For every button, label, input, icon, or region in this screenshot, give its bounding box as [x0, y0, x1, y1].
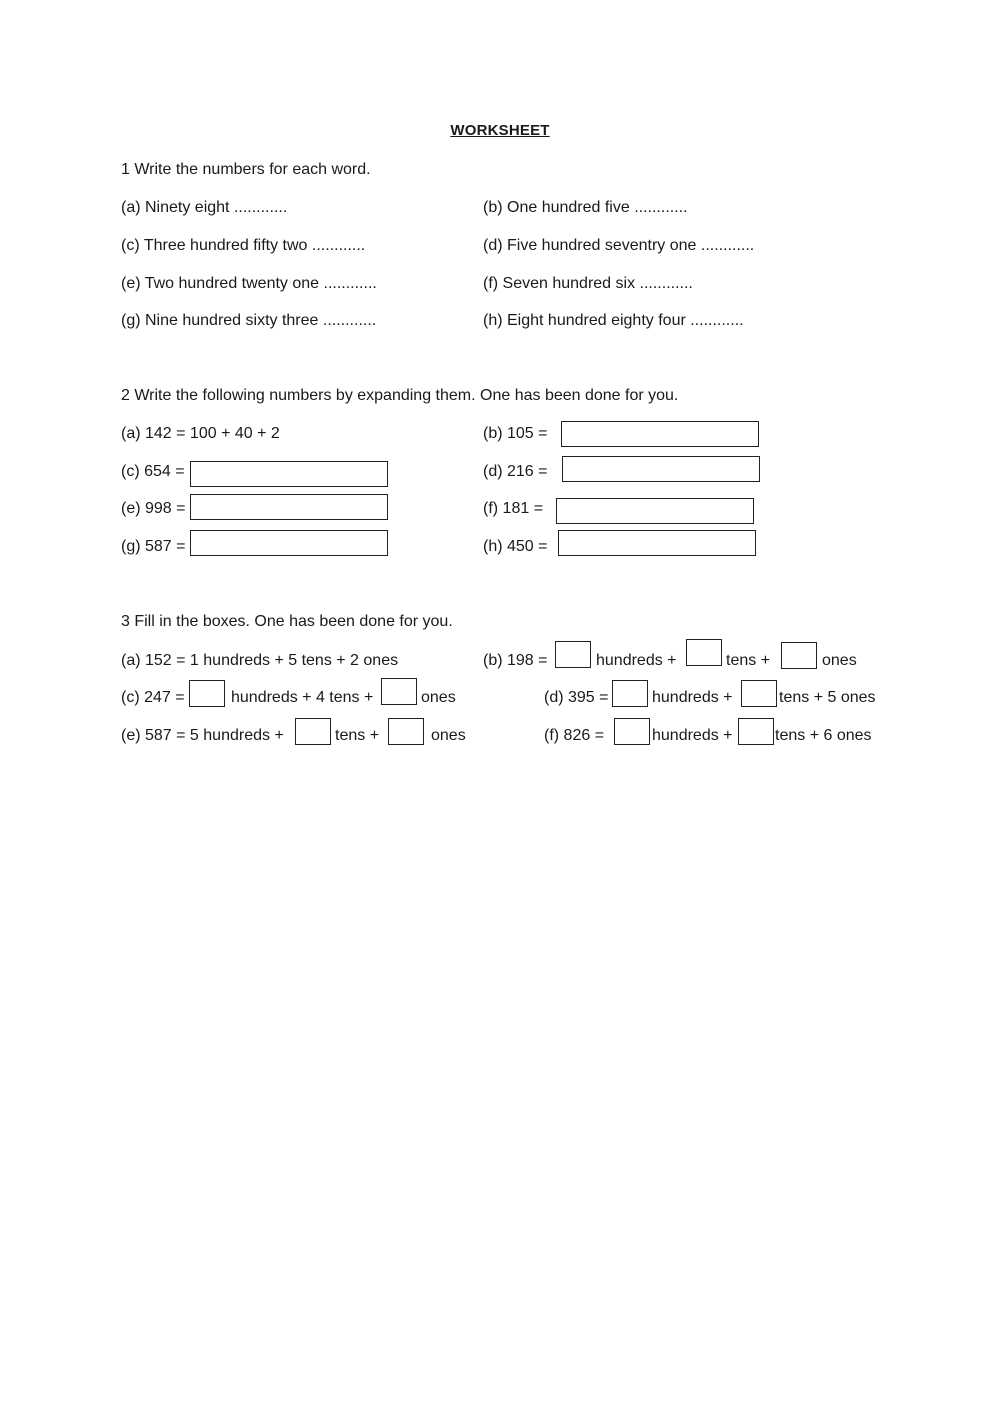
box-c-ones[interactable]: [381, 678, 417, 705]
answer-box-h[interactable]: [558, 530, 756, 556]
section1-item-e: (e) Two hundred twenty one ............: [121, 275, 377, 292]
section3-b-prefix: (b) 198 =: [483, 652, 548, 669]
section3-f-prefix: (f) 826 =: [544, 727, 605, 744]
section3-b-part1: hundreds +: [596, 652, 677, 669]
section2-heading: 2 Write the following numbers by expanding them. One has been done for you.: [121, 387, 679, 404]
section3-d-prefix: (d) 395 =: [544, 689, 609, 706]
box-b-tens[interactable]: [686, 639, 722, 666]
section3-b-part3: ones: [822, 652, 857, 669]
section3-e-part1: tens +: [335, 727, 380, 744]
section3-c-part2: ones: [421, 689, 456, 706]
box-c-hundreds[interactable]: [189, 680, 225, 707]
section1-heading: 1 Write the numbers for each word.: [121, 161, 371, 178]
box-b-hundreds[interactable]: [555, 641, 591, 668]
section3-c-part1: hundreds + 4 tens +: [231, 689, 374, 706]
section2-item-d-label: (d) 216 =: [483, 463, 548, 480]
section1-item-g: (g) Nine hundred sixty three ............: [121, 312, 377, 329]
section2-item-h-label: (h) 450 =: [483, 538, 548, 555]
section2-item-f-label: (f) 181 =: [483, 500, 544, 517]
section3-b-part2: tens +: [726, 652, 771, 669]
box-e-ones[interactable]: [388, 718, 424, 745]
box-b-ones[interactable]: [781, 642, 817, 669]
box-e-tens[interactable]: [295, 718, 331, 745]
section2-item-b-label: (b) 105 =: [483, 425, 548, 442]
section2-item-c-label: (c) 654 =: [121, 463, 185, 480]
section3-heading: 3 Fill in the boxes. One has been done for you.: [121, 613, 453, 630]
section3-e-prefix: (e) 587 = 5 hundreds +: [121, 727, 284, 744]
section1-item-c: (c) Three hundred fifty two ............: [121, 237, 366, 254]
answer-box-e[interactable]: [190, 494, 388, 520]
section1-item-h: (h) Eight hundred eighty four ............: [483, 312, 744, 329]
section3-e-part2: ones: [431, 727, 466, 744]
section2-item-e-label: (e) 998 =: [121, 500, 186, 517]
section3-d-part1: hundreds +: [652, 689, 733, 706]
answer-box-c[interactable]: [190, 461, 388, 487]
section1-item-b: (b) One hundred five ............: [483, 199, 688, 216]
box-d-tens[interactable]: [741, 680, 777, 707]
section2-example: (a) 142 = 100 + 40 + 2: [121, 425, 280, 442]
box-f-hundreds[interactable]: [614, 718, 650, 745]
answer-box-f[interactable]: [556, 498, 754, 524]
answer-box-g[interactable]: [190, 530, 388, 556]
section2-item-g-label: (g) 587 =: [121, 538, 186, 555]
section3-f-part2: tens + 6 ones: [775, 727, 872, 744]
section3-c-prefix: (c) 247 =: [121, 689, 185, 706]
section1-item-a: (a) Ninety eight ............: [121, 199, 288, 216]
section1-item-f: (f) Seven hundred six ............: [483, 275, 693, 292]
box-d-hundreds[interactable]: [612, 680, 648, 707]
section3-example: (a) 152 = 1 hundreds + 5 tens + 2 ones: [121, 652, 399, 669]
page-title: WORKSHEET: [450, 122, 550, 139]
section3-f-part1: hundreds +: [652, 727, 733, 744]
answer-box-b[interactable]: [561, 421, 759, 447]
answer-box-d[interactable]: [562, 456, 760, 482]
section3-d-part2: tens + 5 ones: [779, 689, 876, 706]
section1-item-d: (d) Five hundred seventry one ............: [483, 237, 755, 254]
box-f-tens[interactable]: [738, 718, 774, 745]
